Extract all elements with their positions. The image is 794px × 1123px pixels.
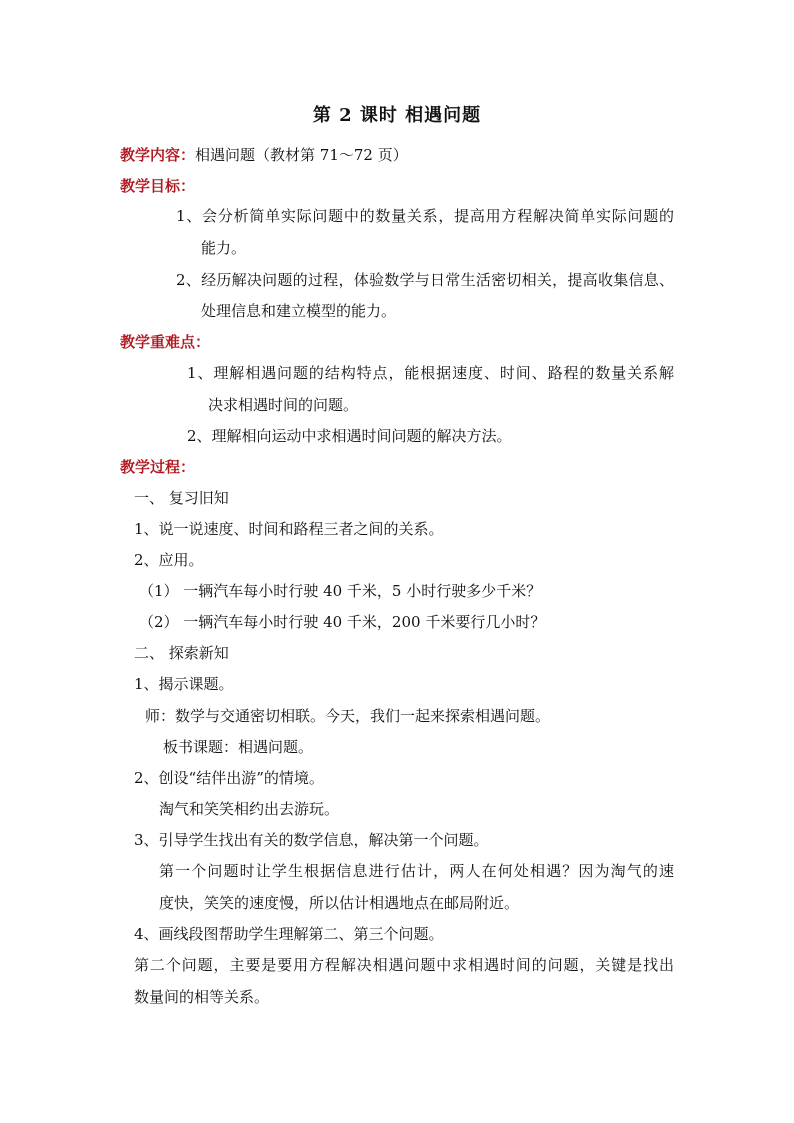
keypoint-1-line-2: 决求相遇时间的问题。 bbox=[208, 396, 359, 414]
goal-2-line-1: 2、经历解决问题的过程，体验数学与日常生活密切相关，提高收集信息、 bbox=[176, 271, 674, 289]
section-1-heading: 一、 复习旧知 bbox=[134, 489, 229, 507]
section-2-item-1-line-a: 师：数学与交通密切相联。今天，我们一起来探索相遇问题。 bbox=[145, 707, 551, 725]
section-2-item-1: 1、揭示课题。 bbox=[134, 675, 234, 693]
section-2-item-3-line-b: 度快，笑笑的速度慢，所以估计相遇地点在邮局附近。 bbox=[159, 894, 520, 912]
section-2-item-3: 3、引导学生找出有关的数学信息，解决第一个问题。 bbox=[134, 831, 489, 849]
content-label: 教学内容： bbox=[120, 146, 196, 164]
section-1-item-2: 2、应用。 bbox=[134, 551, 204, 569]
section-2-item-4: 4、画线段图帮助学生理解第二、第三个问题。 bbox=[134, 925, 444, 943]
goal-1-line-1: 1、会分析简单实际问题中的数量关系，提高用方程解决简单实际问题的 bbox=[176, 207, 674, 225]
goals-label: 教学目标： bbox=[120, 177, 196, 195]
keypoint-2: 2、理解相向运动中求相遇时间问题的解决方法。 bbox=[187, 427, 512, 445]
section-1-item-2-sub-2: （2） 一辆汽车每小时行驶 40 千米，200 千米要行几小时？ bbox=[139, 613, 546, 631]
content-line bbox=[120, 145, 408, 165]
section-2-item-3-line-a: 第一个问题时让学生根据信息进行估计，两人在何处相遇？因为淘气的速 bbox=[159, 862, 674, 880]
page-title: 第 2 课时 相遇问题 bbox=[312, 105, 482, 126]
section-2-item-1-line-b: 板书课题：相遇问题。 bbox=[163, 738, 314, 756]
keypoints-label: 教学重难点： bbox=[120, 333, 211, 351]
section-2-item-2-line-a: 淘气和笑笑相约出去游玩。 bbox=[159, 800, 340, 818]
section-1-item-1: 1、说一说速度、时间和路程三者之间的关系。 bbox=[134, 520, 444, 538]
section-1-item-2-sub-1: （1） 一辆汽车每小时行驶 40 千米，5 小时行驶多少千米？ bbox=[139, 582, 542, 600]
process-label: 教学过程： bbox=[120, 458, 196, 476]
goal-2-line-2: 处理信息和建立模型的能力。 bbox=[201, 302, 397, 320]
section-2-item-2: 2、创设“结伴出游”的情境。 bbox=[134, 769, 324, 787]
section-2-item-4-line-b: 数量间的相等关系。 bbox=[134, 988, 270, 1006]
keypoint-1-line-1: 1、理解相遇问题的结构特点，能根据速度、时间、路程的数量关系解 bbox=[187, 364, 674, 382]
section-2-item-4-line-a: 第二个问题，主要是要用方程解决相遇问题中求相遇时间的问题，关键是找出 bbox=[134, 956, 674, 974]
section-2-heading: 二、 探索新知 bbox=[134, 644, 229, 662]
goal-1-line-2: 能力。 bbox=[201, 239, 247, 257]
content-text: 相遇问题（教材第 71～72 页） bbox=[195, 146, 408, 164]
